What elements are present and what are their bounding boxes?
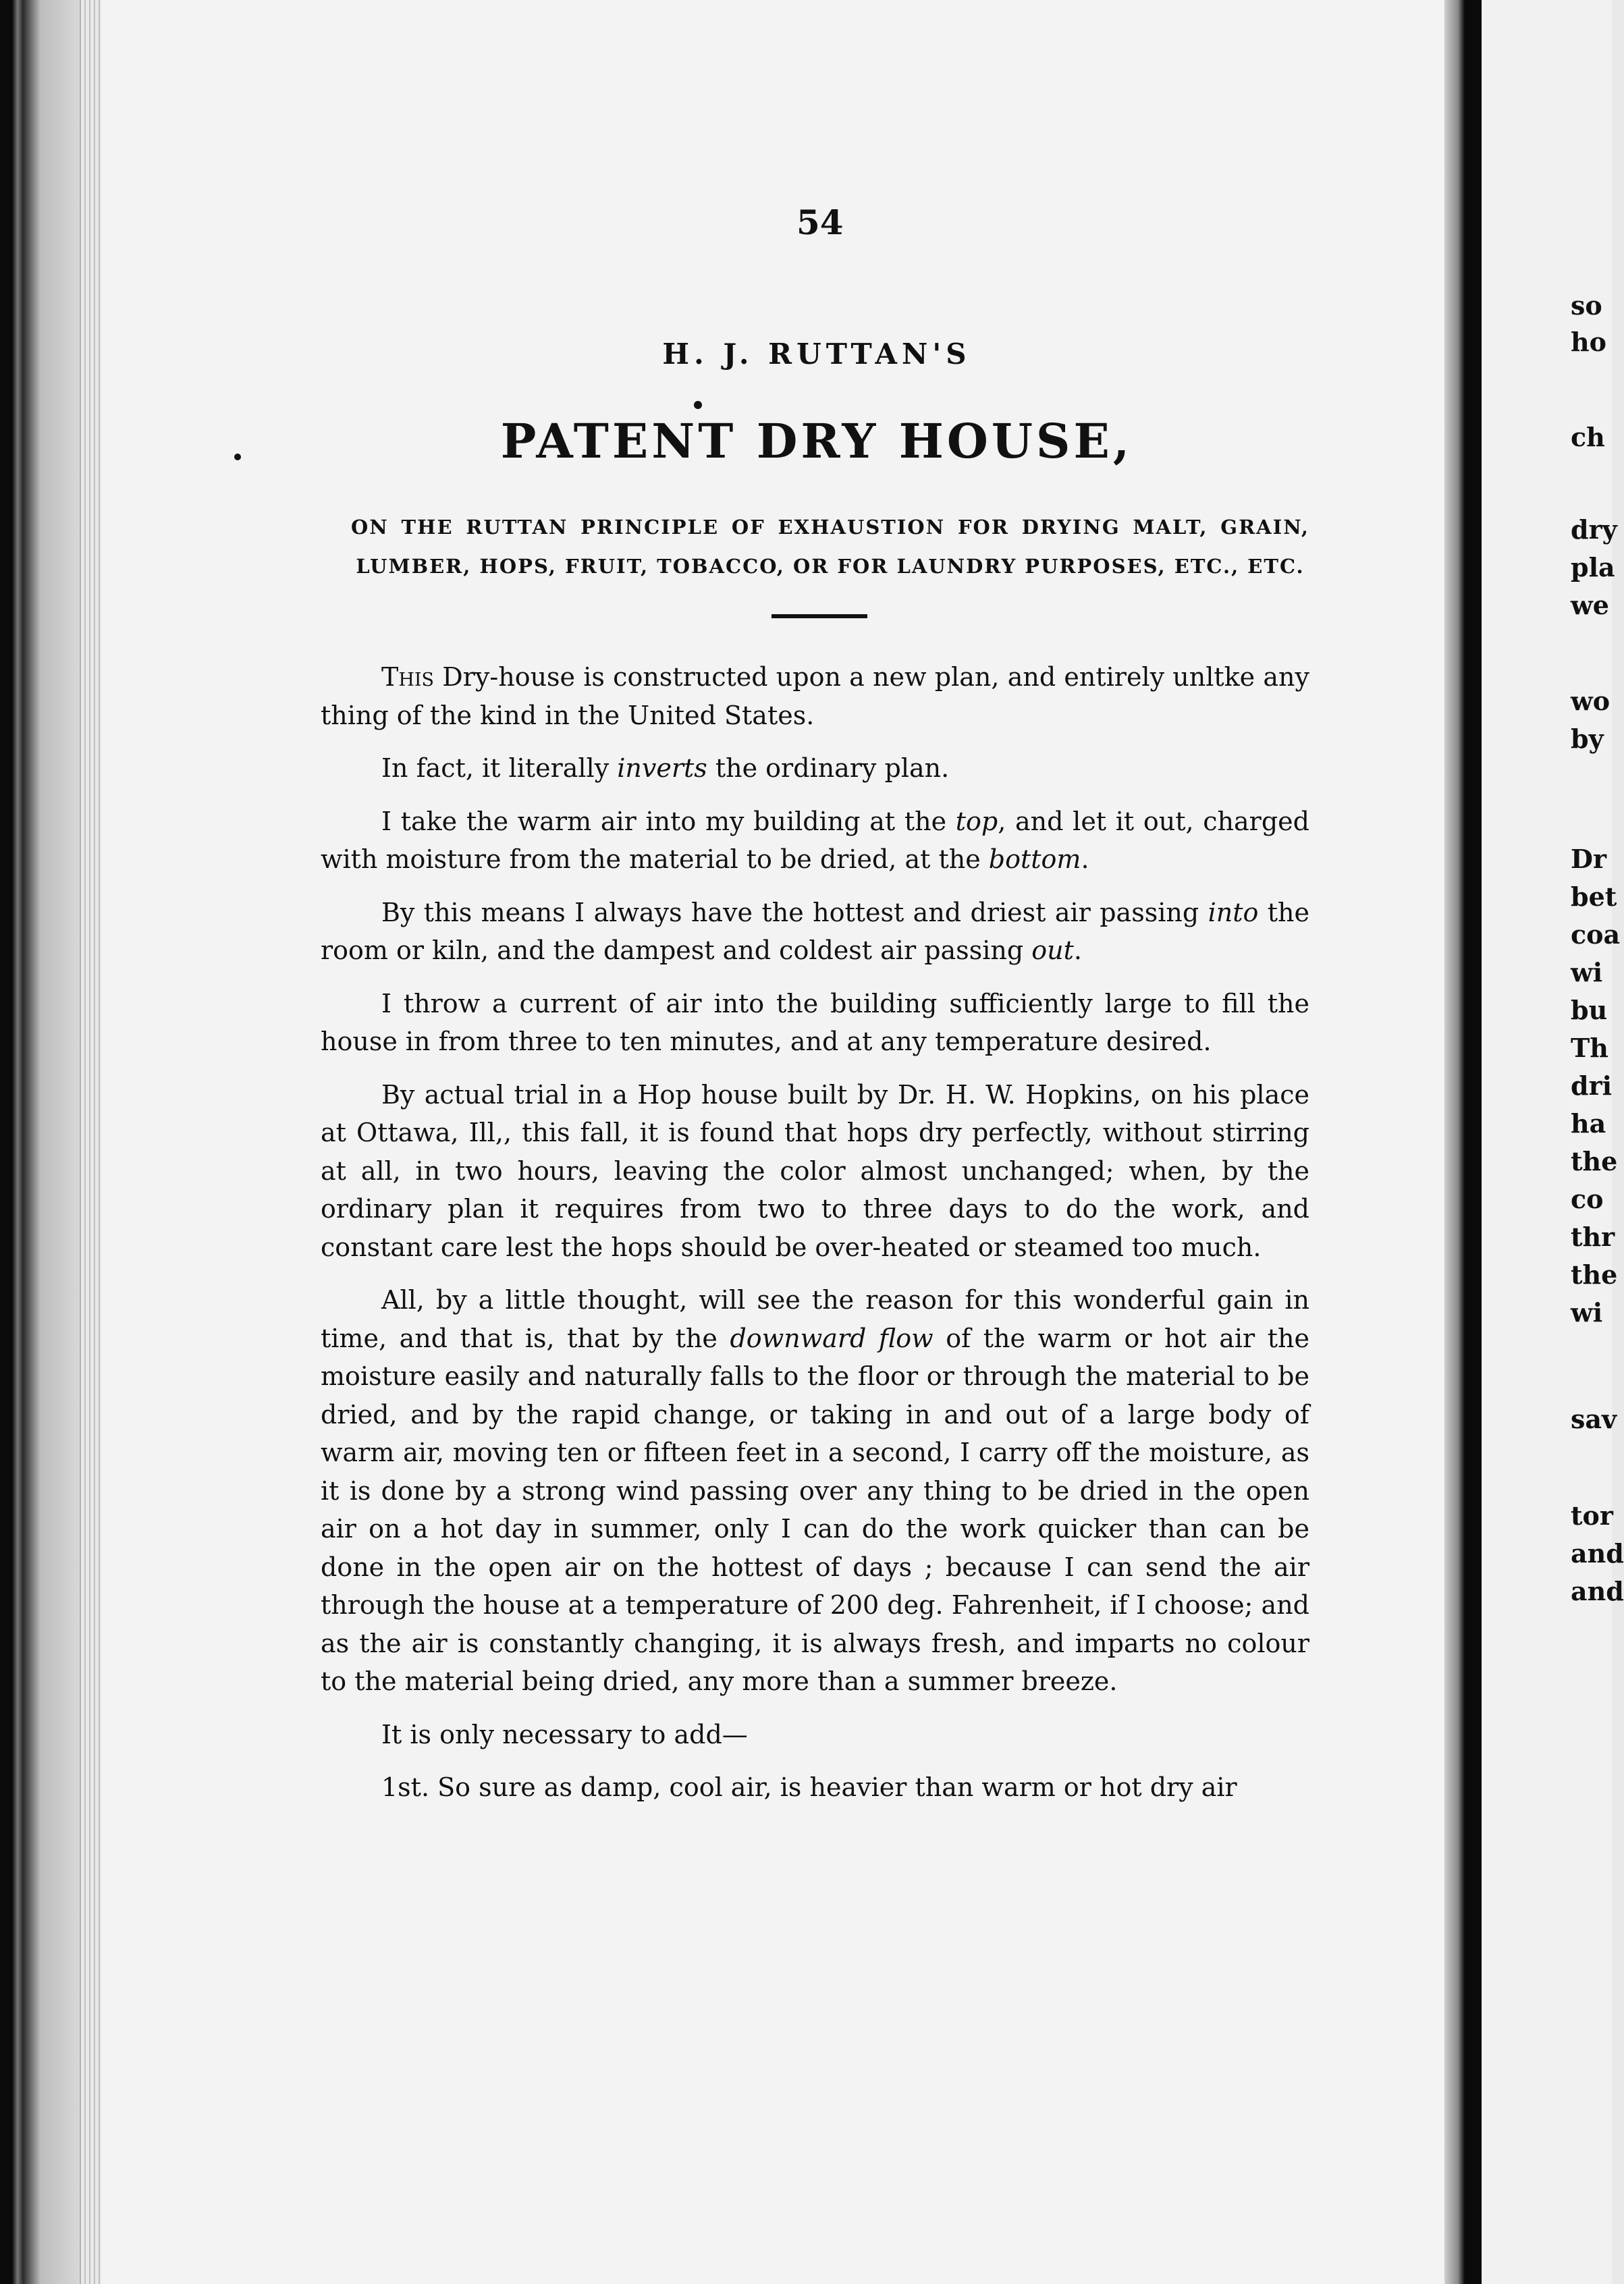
ink-speck (694, 401, 702, 409)
text-run: 1st. So sure as damp, cool air, is heavier than warm or hot dry air (381, 1772, 1237, 1802)
paragraph-2 (321, 749, 1309, 788)
page-edges (80, 0, 100, 2284)
paragraph-7 (321, 1281, 1309, 1701)
paragraph-5 (321, 985, 1309, 1061)
adjacent-word: the (1571, 1146, 1618, 1176)
paragraph-9 (321, 1768, 1309, 1807)
title-rule (772, 614, 867, 618)
adjacent-word: by (1571, 724, 1604, 754)
book-binding-shadow (0, 0, 81, 2284)
adjacent-word: sav (1571, 1404, 1617, 1434)
paragraph-1 (321, 658, 1309, 734)
adjacent-word: bu (1571, 995, 1608, 1025)
adjacent-word: wo (1571, 686, 1611, 716)
paragraph-6 (321, 1076, 1309, 1267)
adjacent-word: ch (1571, 422, 1605, 452)
adjacent-word: pla (1571, 552, 1615, 582)
text-run: the ordinary plan. (707, 753, 950, 783)
text-run: , and let it out, charged with moisture from the material to be dried, at the (321, 806, 1309, 874)
text-run: . (1081, 844, 1089, 874)
adjacent-word: tor (1571, 1500, 1613, 1531)
ink-speck (234, 454, 241, 460)
lead-word: This (381, 662, 435, 692)
adjacent-word: Th (1571, 1033, 1608, 1063)
adjacent-word: we (1571, 590, 1609, 620)
text-run: By actual trial in a Hop house built by Dr. H. W. Hopkins, on his place at Ottawa, Ill,, this fall, it is found that hops dry perfectly, without stirring at all, in two hours, leaving the color almost unchanged; when, by the ordinary plan it requires from two to three days to do the work, and constant care lest the hops should be over-heated or steamed too much. (321, 1079, 1309, 1262)
text-run: of the warm or hot air the moisture easily and naturally falls to the floor or through the material to be dried, and by the rapid change, or taking in and out of a large body of warm air, moving ten or fifteen feet in a second, I carry off the moisture, as it is done by a strong wind passing over any thing to be dried in the open air on a hot day in summer, only I can do the work quicker than can be done in the open air on the hottest of days ; because I can send the air through the house at a temperature of 200 deg. Fahrenheit, if I choose; and as the air is constantly changing, it is always fresh, and imparts no colour to the material being dried, any more than a summer breeze. (321, 1323, 1309, 1696)
italic-run: downward flow (730, 1323, 933, 1353)
italic-run: into (1208, 897, 1259, 927)
paragraph-8 (321, 1716, 1309, 1754)
text-run: . (1073, 935, 1082, 965)
italic-run: top (955, 806, 998, 836)
book-spine-shadow (1444, 0, 1482, 2284)
text-run: By this means I always have the hottest and driest air passing (381, 897, 1208, 927)
text-run: It is only necessary to add— (381, 1719, 748, 1749)
adjacent-word: co (1571, 1184, 1604, 1214)
text-run: Dry-house is constructed upon a new plan, and entirely unltke any thing of the kind in the United States. (321, 662, 1309, 730)
text-run: I throw a current of air into the building sufficiently large to fill the house in from three to ten minutes, and at any temperature desired. (321, 988, 1309, 1056)
italic-run: inverts (617, 753, 707, 783)
adjacent-word: wi (1571, 1297, 1603, 1328)
text-run: the room or kiln, and the dampest and coldest air passing (321, 897, 1310, 965)
adjacent-word: so (1571, 290, 1602, 321)
page-number: 54 (796, 202, 844, 242)
page-title: PATENT DRY HOUSE, (500, 413, 1133, 469)
text-run: All, by a little thought, will see the reason for this wonderful gain in time, and that is, that by the (321, 1285, 1309, 1353)
paragraph-4 (321, 894, 1309, 970)
adjacent-word: bet (1571, 881, 1617, 912)
adjacent-word: and (1571, 1576, 1624, 1606)
italic-run: bottom (988, 844, 1081, 874)
adjacent-page (1482, 0, 1624, 2284)
adjacent-word: Dr (1571, 844, 1606, 874)
adjacent-word: the (1571, 1259, 1618, 1290)
text-run: I take the warm air into my building at the (381, 806, 956, 836)
adjacent-word: wi (1571, 957, 1603, 987)
adjacent-word: coa (1571, 919, 1621, 950)
adjacent-word: thr (1571, 1222, 1615, 1252)
adjacent-word: dri (1571, 1070, 1613, 1101)
adjacent-word: ho (1571, 327, 1606, 357)
author-heading: H. J. RUTTAN'S (662, 337, 971, 371)
adjacent-word: and (1571, 1538, 1624, 1569)
body-text (321, 658, 1309, 1822)
paragraph-3 (321, 803, 1309, 879)
text-run: In fact, it literally (381, 753, 618, 783)
adjacent-word: ha (1571, 1108, 1606, 1139)
subtitle: ON THE RUTTAN PRINCIPLE OF EXHAUSTION FOR DRYING MALT, GRAIN, LUMBER, HOPS, FRUIT, TOBACCO, OR FOR LAUNDRY PURPOSES, ETC., ETC. (351, 516, 1309, 578)
adjacent-word: dry (1571, 514, 1617, 545)
italic-run: out (1031, 935, 1074, 965)
